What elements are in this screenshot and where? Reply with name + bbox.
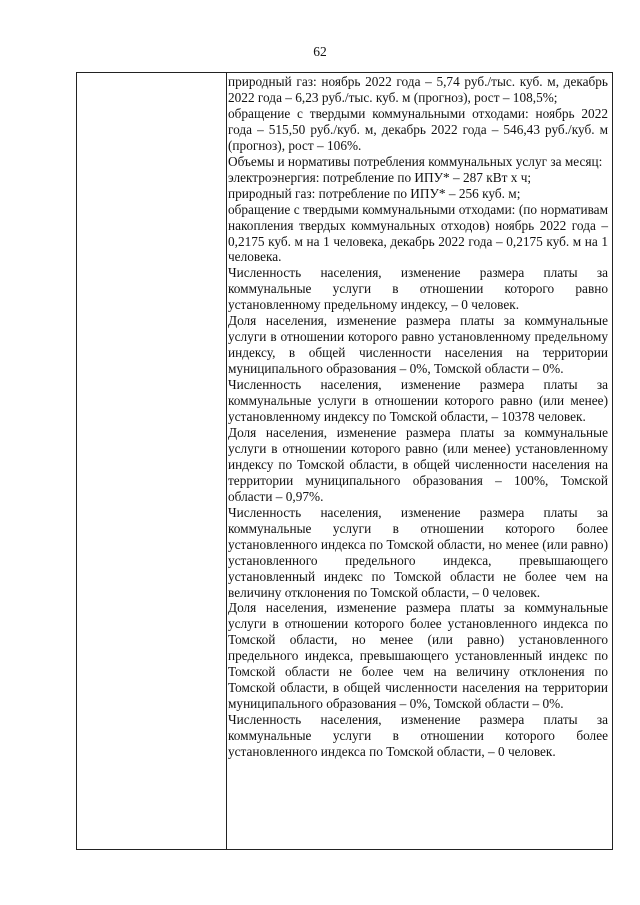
paragraph-population-limit-share: Доля населения, изменение размера платы за коммунальные услуги в отношении которого равно установленному предельному индексу, в общей численности населения на территории муниципального образования – 0%, Томской области – 0%. [228,313,608,377]
paragraph-waste-tariff: обращение с твердыми коммунальными отходами: ноябрь 2022 года – 515,50 руб./куб. м, декабрь 2022 года – 546,43 руб./куб. м (прогноз), рост – 106%. [228,105,608,153]
page-number: 62 [313,44,327,59]
right-cell [228,74,608,760]
paragraph-volumes-heading: Объемы и нормативы потребления коммунальных услуг за месяц: [228,153,603,169]
paragraph-population-above-index-count: Численность населения, изменение размера платы за коммунальные услуги в отношении которого более установленного индекса по Томской области, – 0 человек. [228,712,608,760]
left-cell [77,73,227,849]
paragraph-population-deviation-share: Доля населения, изменение размера платы за коммунальные услуги в отношении которого более установленного индекса по Томской области, но менее (или равно) установленного предельного индекса, превышающего установленный индекс по Томской области не более чем на величину отклонения по Томской области, в общей численности населения на территории муниципального образования – 0%, Томской области – 0%. [228,600,608,712]
paragraph-gas-tariff: природный газ: ноябрь 2022 года – 5,74 руб./тыс. куб. м, декабрь 2022 года – 6,23 руб./тыс. куб. м (прогноз), рост – 108,5%; [228,74,608,105]
paragraph-waste-volume: обращение с твердыми коммунальными отходами: (по нормативам накопления твердых коммунальных отходов) ноябрь 2022 года – 0,2175 куб. м на 1 человека, декабрь 2022 года – 0,2175 куб. м на 1 человека. [228,201,608,265]
paragraph-population-index-share: Доля населения, изменение размера платы за коммунальные услуги в отношении которого равно (или менее) установленному индексу по Томской области, в общей численности населения на территории муниципального образования – 100%, Томской области – 0,97%. [228,424,608,504]
paragraph-gas-volume: природный газ: потребление по ИПУ* – 256 куб. м; [228,185,521,201]
paragraph-population-index-count: Численность населения, изменение размера платы за коммунальные услуги в отношении которого равно (или менее) установленному индексу по Томской области, – 10378 человек. [228,377,608,425]
paragraph-population-limit-count: Численность населения, изменение размера платы за коммунальные услуги в отношении которого равно установленному предельному индексу, – 0 человек. [228,265,608,313]
content-table [76,72,613,850]
paragraph-electricity-volume: электроэнергия: потребление по ИПУ* – 287 кВт х ч; [228,169,532,185]
paragraph-population-deviation-count: Численность населения, изменение размера платы за коммунальные услуги в отношении которого более установленного индекса по Томской области, но менее (или равно) установленного предельного индекса, превышающего установленный индекс по Томской области не более чем на величину отклонения по Томской области, – 0 человек. [228,504,608,600]
